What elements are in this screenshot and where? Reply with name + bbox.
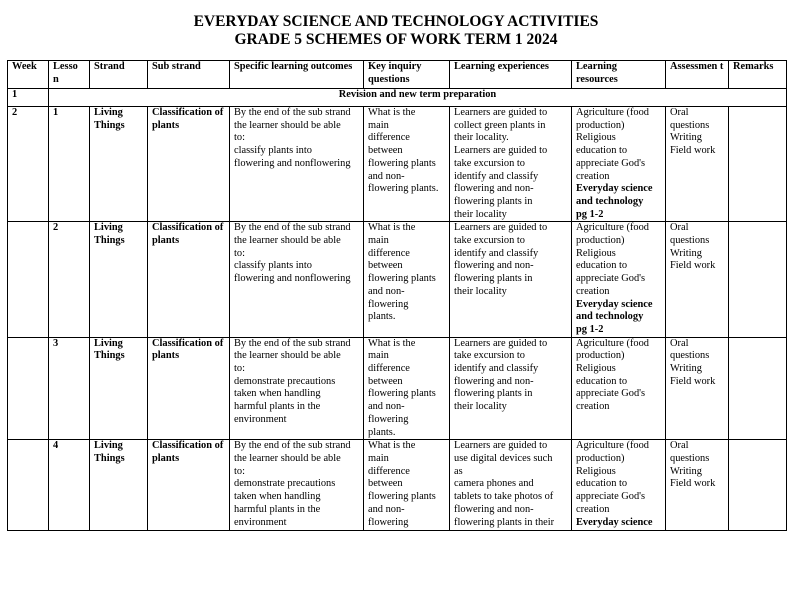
experiences-cell-line: use digital devices such — [454, 452, 553, 464]
experiences-cell-line: their locality — [454, 285, 507, 297]
experiences-cell-line: Learners are guided to — [454, 440, 548, 452]
header-strand: Strand — [90, 61, 148, 89]
table-row — [8, 107, 787, 222]
experiences-cell-line: camera phones and — [454, 478, 534, 490]
resources-cell-line: creation — [576, 170, 610, 182]
resources-cell-line: Religious — [576, 465, 616, 477]
week-cell — [8, 222, 49, 337]
questions-cell-line: plants. — [368, 311, 396, 323]
questions-cell — [364, 337, 450, 440]
questions-cell-line: difference — [368, 363, 410, 375]
header-assessment: Assessmen t — [666, 61, 729, 89]
outcomes-cell-line: harmful plants in the — [234, 401, 321, 413]
assessment-cell-line: Oral — [670, 107, 689, 118]
resources-cell-line: creation — [576, 401, 610, 413]
questions-cell-line: and non- — [368, 401, 405, 413]
header-experiences: Learning experiences — [450, 61, 572, 89]
questions-cell-line: flowering plants — [368, 491, 436, 503]
experiences-cell-line: take excursion to — [454, 235, 525, 247]
table-row — [8, 337, 787, 440]
sub-strand-cell: Classification of plants — [148, 440, 230, 531]
header-outcomes: Specific learning outcomes — [230, 61, 364, 89]
questions-cell-line: flowering — [368, 298, 409, 310]
textbook-reference-line: pg 1-2 — [576, 208, 604, 220]
resources-cell-line: Agriculture (food — [576, 337, 649, 349]
experiences-cell — [450, 222, 572, 337]
questions-cell-line: between — [368, 260, 403, 272]
textbook-reference-line: Everyday science — [576, 183, 653, 195]
resources-cell-line: production) — [576, 235, 625, 247]
outcomes-cell-line: to: — [234, 132, 245, 144]
questions-cell-line: difference — [368, 247, 410, 259]
outcomes-cell-line: to: — [234, 247, 245, 259]
questions-cell-line: main — [368, 235, 389, 247]
outcomes-cell-line: the learner should be able — [234, 350, 341, 362]
resources-cell-line: Agriculture (food — [576, 440, 649, 452]
questions-cell-line: flowering plants — [368, 273, 436, 285]
experiences-cell — [450, 440, 572, 531]
questions-cell-line: What is the — [368, 337, 416, 349]
experiences-cell-line: collect green plants in — [454, 119, 546, 131]
resources-cell-line: Religious — [576, 132, 616, 144]
experiences-cell-line: Learners are guided to — [454, 107, 548, 118]
assessment-cell-line: Writing — [670, 465, 702, 477]
resources-cell-line: Religious — [576, 363, 616, 375]
week-cell: 1 — [8, 89, 49, 107]
textbook-reference-line: and technology — [576, 195, 644, 207]
textbook-reference-line: and technology — [576, 311, 644, 323]
experiences-cell-line: flowering and non- — [454, 375, 534, 387]
experiences-cell-line: their locality — [454, 401, 507, 413]
outcomes-cell-line: taken when handling — [234, 491, 321, 503]
assessment-cell-line: questions — [670, 235, 710, 247]
assessment-cell-line: Oral — [670, 222, 689, 234]
resources-cell-line: Agriculture (food — [576, 107, 649, 118]
questions-cell — [364, 440, 450, 531]
outcomes-cell-line: the learner should be able — [234, 452, 341, 464]
questions-cell-line: flowering plants. — [368, 183, 439, 195]
assessment-cell-line: questions — [670, 119, 710, 131]
outcomes-cell — [230, 222, 364, 337]
scheme-of-work-table — [7, 60, 787, 531]
questions-cell-line: and non- — [368, 503, 405, 515]
resources-cell-line: production) — [576, 119, 625, 131]
header-resources: Learning resources — [572, 61, 666, 89]
outcomes-cell-line: environment — [234, 516, 287, 528]
questions-cell-line: flowering — [368, 413, 409, 425]
outcomes-cell — [230, 440, 364, 531]
assessment-cell-line: Field work — [670, 145, 716, 157]
textbook-reference-line: Everyday science — [576, 516, 653, 528]
questions-cell-line: difference — [368, 465, 410, 477]
resources-cell — [572, 337, 666, 440]
questions-cell-line: main — [368, 119, 389, 131]
header-questions: Key inquiry questions — [364, 61, 450, 89]
questions-cell-line: What is the — [368, 107, 416, 118]
strand-cell: Living Things — [90, 222, 148, 337]
questions-cell-line: plants. — [368, 426, 396, 438]
header-sub-strand: Sub strand — [148, 61, 230, 89]
outcomes-cell-line: taken when handling — [234, 388, 321, 400]
resources-cell-line: appreciate God's — [576, 273, 646, 285]
assessment-cell-line: questions — [670, 452, 710, 464]
experiences-cell-line: Learners are guided to — [454, 145, 548, 157]
experiences-cell-line: flowering plants in — [454, 388, 533, 400]
questions-cell-line: flowering — [368, 516, 409, 528]
outcomes-cell-line: By the end of the sub strand — [234, 440, 351, 452]
resources-cell-line: appreciate God's — [576, 157, 646, 169]
resources-cell-line: education to — [576, 260, 628, 272]
outcomes-cell-line: flowering and nonflowering — [234, 273, 351, 285]
week-cell: 2 — [8, 107, 49, 222]
experiences-cell-line: flowering and non- — [454, 503, 534, 515]
resources-cell-line: production) — [576, 350, 625, 362]
questions-cell-line: between — [368, 145, 403, 157]
resources-cell — [572, 107, 666, 222]
resources-cell-line: production) — [576, 452, 625, 464]
table-row — [8, 440, 787, 531]
questions-cell-line: flowering plants — [368, 388, 436, 400]
remarks-cell — [729, 440, 787, 531]
experiences-cell-line: identify and classify — [454, 247, 539, 259]
outcomes-cell-line: demonstrate precautions — [234, 478, 336, 490]
week-1-row — [8, 89, 787, 107]
experiences-cell — [450, 107, 572, 222]
assessment-cell — [666, 337, 729, 440]
strand-cell: Living Things — [90, 107, 148, 222]
outcomes-cell-line: By the end of the sub strand — [234, 337, 351, 349]
outcomes-cell-line: harmful plants in the — [234, 503, 321, 515]
revision-note: Revision and new term preparation — [49, 89, 787, 107]
strand-cell: Living Things — [90, 337, 148, 440]
sub-strand-cell: Classification of plants — [148, 107, 230, 222]
title-line-1: EVERYDAY SCIENCE AND TECHNOLOGY ACTIVITIES — [193, 13, 599, 30]
table-row — [8, 222, 787, 337]
week-cell — [8, 337, 49, 440]
outcomes-cell-line: By the end of the sub strand — [234, 222, 351, 234]
outcomes-cell-line: classify plants into — [234, 145, 312, 157]
assessment-cell — [666, 222, 729, 337]
assessment-cell-line: Oral — [670, 440, 689, 452]
outcomes-cell-line: flowering and nonflowering — [234, 157, 351, 169]
experiences-cell-line: flowering plants in their — [454, 516, 555, 528]
resources-cell — [572, 440, 666, 531]
resources-cell-line: appreciate God's — [576, 388, 646, 400]
outcomes-cell-line: environment — [234, 413, 287, 425]
outcomes-cell-line: By the end of the sub strand — [234, 107, 351, 118]
outcomes-cell-line: the learner should be able — [234, 235, 341, 247]
document-title — [0, 13, 792, 49]
lesson-cell: 1 — [49, 107, 90, 222]
experiences-cell-line: take excursion to — [454, 157, 525, 169]
questions-cell — [364, 107, 450, 222]
resources-cell — [572, 222, 666, 337]
experiences-cell-line: Learners are guided to — [454, 337, 548, 349]
outcomes-cell-line: to: — [234, 465, 245, 477]
week-cell — [8, 440, 49, 531]
experiences-cell-line: take excursion to — [454, 350, 525, 362]
experiences-cell-line: tablets to take photos of — [454, 491, 554, 503]
assessment-cell-line: Field work — [670, 375, 716, 387]
assessment-cell-line: Field work — [670, 478, 716, 490]
outcomes-cell-line: the learner should be able — [234, 119, 341, 131]
header-lesson: Lesso n — [49, 61, 90, 89]
resources-cell-line: Religious — [576, 247, 616, 259]
sub-strand-cell: Classification of plants — [148, 222, 230, 337]
experiences-cell — [450, 337, 572, 440]
assessment-cell-line: questions — [670, 350, 710, 362]
resources-cell-line: creation — [576, 285, 610, 297]
remarks-cell — [729, 107, 787, 222]
experiences-cell-line: their locality. — [454, 132, 509, 144]
textbook-reference-line: Everyday science — [576, 298, 653, 310]
resources-cell-line: education to — [576, 478, 628, 490]
experiences-cell-line: identify and classify — [454, 170, 539, 182]
questions-cell-line: and non- — [368, 170, 405, 182]
outcomes-cell — [230, 107, 364, 222]
experiences-cell-line: Learners are guided to — [454, 222, 548, 234]
lesson-cell: 2 — [49, 222, 90, 337]
resources-cell-line: appreciate God's — [576, 491, 646, 503]
assessment-cell-line: Writing — [670, 247, 702, 259]
header-week: Week — [8, 61, 49, 89]
experiences-cell-line: their locality — [454, 208, 507, 220]
questions-cell-line: What is the — [368, 222, 416, 234]
outcomes-cell-line: to: — [234, 363, 245, 375]
outcomes-cell-line: classify plants into — [234, 260, 312, 272]
remarks-cell — [729, 222, 787, 337]
resources-cell-line: education to — [576, 375, 628, 387]
header-row — [8, 61, 787, 89]
questions-cell-line: main — [368, 452, 389, 464]
lesson-cell: 3 — [49, 337, 90, 440]
remarks-cell — [729, 337, 787, 440]
experiences-cell-line: flowering and non- — [454, 260, 534, 272]
strand-cell: Living Things — [90, 440, 148, 531]
questions-cell-line: What is the — [368, 440, 416, 452]
lesson-cell: 4 — [49, 440, 90, 531]
experiences-cell-line: identify and classify — [454, 363, 539, 375]
experiences-cell-line: as — [454, 465, 463, 477]
questions-cell — [364, 222, 450, 337]
questions-cell-line: between — [368, 478, 403, 490]
resources-cell-line: Agriculture (food — [576, 222, 649, 234]
questions-cell-line: main — [368, 350, 389, 362]
questions-cell-line: difference — [368, 132, 410, 144]
outcomes-cell — [230, 337, 364, 440]
questions-cell-line: flowering plants — [368, 157, 436, 169]
assessment-cell — [666, 107, 729, 222]
textbook-reference-line: pg 1-2 — [576, 323, 604, 335]
assessment-cell-line: Writing — [670, 363, 702, 375]
assessment-cell-line: Field work — [670, 260, 716, 272]
outcomes-cell-line: demonstrate precautions — [234, 375, 336, 387]
resources-cell-line: education to — [576, 145, 628, 157]
assessment-cell — [666, 440, 729, 531]
experiences-cell-line: flowering plants in — [454, 273, 533, 285]
header-remarks: Remarks — [729, 61, 787, 89]
sub-strand-cell: Classification of plants — [148, 337, 230, 440]
assessment-cell-line: Writing — [670, 132, 702, 144]
resources-cell-line: creation — [576, 503, 610, 515]
questions-cell-line: between — [368, 375, 403, 387]
title-line-2: GRADE 5 SCHEMES OF WORK TERM 1 2024 — [234, 31, 558, 48]
experiences-cell-line: flowering plants in — [454, 195, 533, 207]
questions-cell-line: and non- — [368, 285, 405, 297]
experiences-cell-line: flowering and non- — [454, 183, 534, 195]
assessment-cell-line: Oral — [670, 337, 689, 349]
